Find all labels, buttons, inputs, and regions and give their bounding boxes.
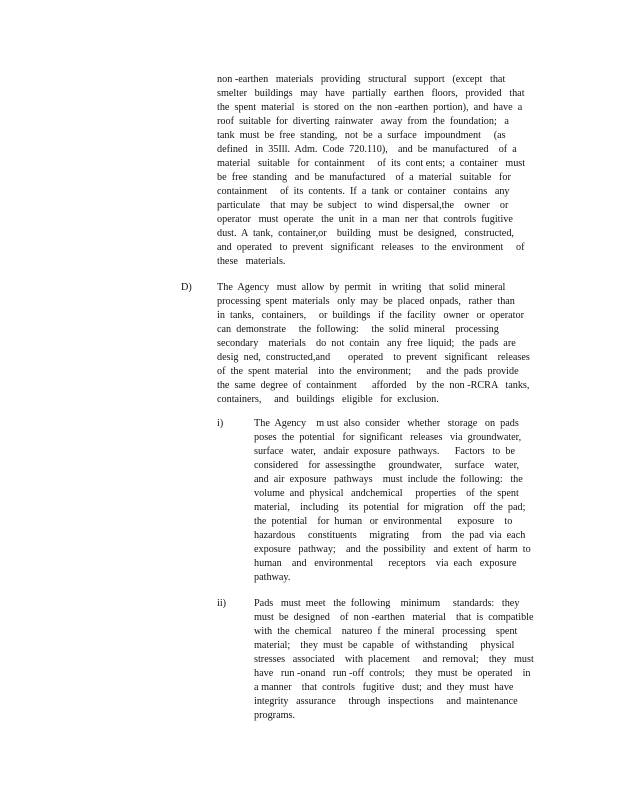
item-i-line: material, including its potential for migration off the pad; <box>254 502 526 513</box>
section-d-line: can demonstrate the following: the solid mineral processing <box>217 324 499 335</box>
item-i-line: pathway. <box>254 572 291 583</box>
item-ii-marker: ii) <box>217 598 227 609</box>
item-ii-line: material; they must be capable of withstanding physical <box>254 640 515 651</box>
item-i-line: surface water, andair exposure pathways. Factors to be <box>254 446 515 457</box>
section-c-line: material suitable for containment of its cont ents; a container must <box>217 158 526 169</box>
item-ii-line: must be designed of non -earthen material that is compatible <box>254 612 534 623</box>
section-c-line: tank must be free standing, not be a surface impoundment (as <box>217 130 506 141</box>
item-i-line: the potential for human or environmental exposure to <box>254 516 513 527</box>
section-c-line: be free standing and be manufactured of a material suitable for <box>217 172 511 183</box>
section-c-line: non -earthen materials providing structural support (except that <box>217 74 506 85</box>
section-d-marker: D) <box>181 282 192 293</box>
item-i-line: considered for assessingthe groundwater, surface water, <box>254 460 520 471</box>
section-c-line: smelter buildings may have partially earthen floors, provided that <box>217 88 525 99</box>
section-d-line: processing spent materials only may be placed onpads, rather than <box>217 296 515 307</box>
item-ii-line: programs. <box>254 710 296 721</box>
section-d-line: the same degree of containment afforded by the non -RCRA tanks, <box>217 380 530 391</box>
item-ii-line: stresses associated with placement and removal; they must <box>254 654 534 665</box>
item-i-line: human and environmental receptors via each exposure <box>254 558 517 569</box>
section-c-line: roof suitable for diverting rainwater away from the foundation; a <box>217 116 509 127</box>
item-ii-line: a manner that controls fugitive dust; and they must have <box>254 682 514 693</box>
item-i-line: and air exposure pathways must include the following: the <box>254 474 523 485</box>
item-i-line: exposure pathway; and the possibility and extent of harm to <box>254 544 531 555</box>
item-ii-line: Pads must meet the following minimum standards: they <box>254 598 520 609</box>
section-c-line: the spent material is stored on the non -earthen portion), and have a <box>217 102 523 113</box>
section-d-line: of the spent material into the environment; and the pads provide <box>217 366 519 377</box>
item-ii-line: with the chemical natureo f the mineral processing spent <box>254 626 518 637</box>
item-i-line: hazardous constituents migrating from the pad via each <box>254 530 526 541</box>
section-d-line: The Agency must allow by permit in writing that solid mineral <box>217 282 506 293</box>
section-c-line: particulate that may be subject to wind dispersal,the owner or <box>217 200 509 211</box>
item-i-line: poses the potential for significant releases via groundwater, <box>254 432 522 443</box>
section-d-line: desig ned, constructed,and operated to prevent significant releases <box>217 352 530 363</box>
item-i-line: volume and physical andchemical properties of the spent <box>254 488 519 499</box>
section-c-line: containment of its contents. If a tank or container contains any <box>217 186 510 197</box>
section-d-line: containers, and buildings eligible for exclusion. <box>217 394 439 405</box>
section-c-line: defined in 35Ill. Adm. Code 720.110), and be manufactured of a <box>217 144 517 155</box>
item-ii-line: integrity assurance through inspections and maintenance <box>254 696 518 707</box>
section-c-line: these materials. <box>217 256 286 267</box>
section-c-line: dust. A tank, container,or building must be designed, constructed, <box>217 228 514 239</box>
item-ii-line: have run -onand run -off controls; they must be operated in <box>254 668 531 679</box>
item-i-line: The Agency m ust also consider whether storage on pads <box>254 418 519 429</box>
section-c-line: and operated to prevent significant releases to the environment of <box>217 242 525 253</box>
item-i-marker: i) <box>217 418 224 429</box>
section-c-line: operator must operate the unit in a man ner that controls fugitive <box>217 214 513 225</box>
section-d-line: in tanks, containers, or buildings if the facility owner or operator <box>217 310 524 321</box>
section-d-line: secondary materials do not contain any free liquid; the pads are <box>217 338 516 349</box>
